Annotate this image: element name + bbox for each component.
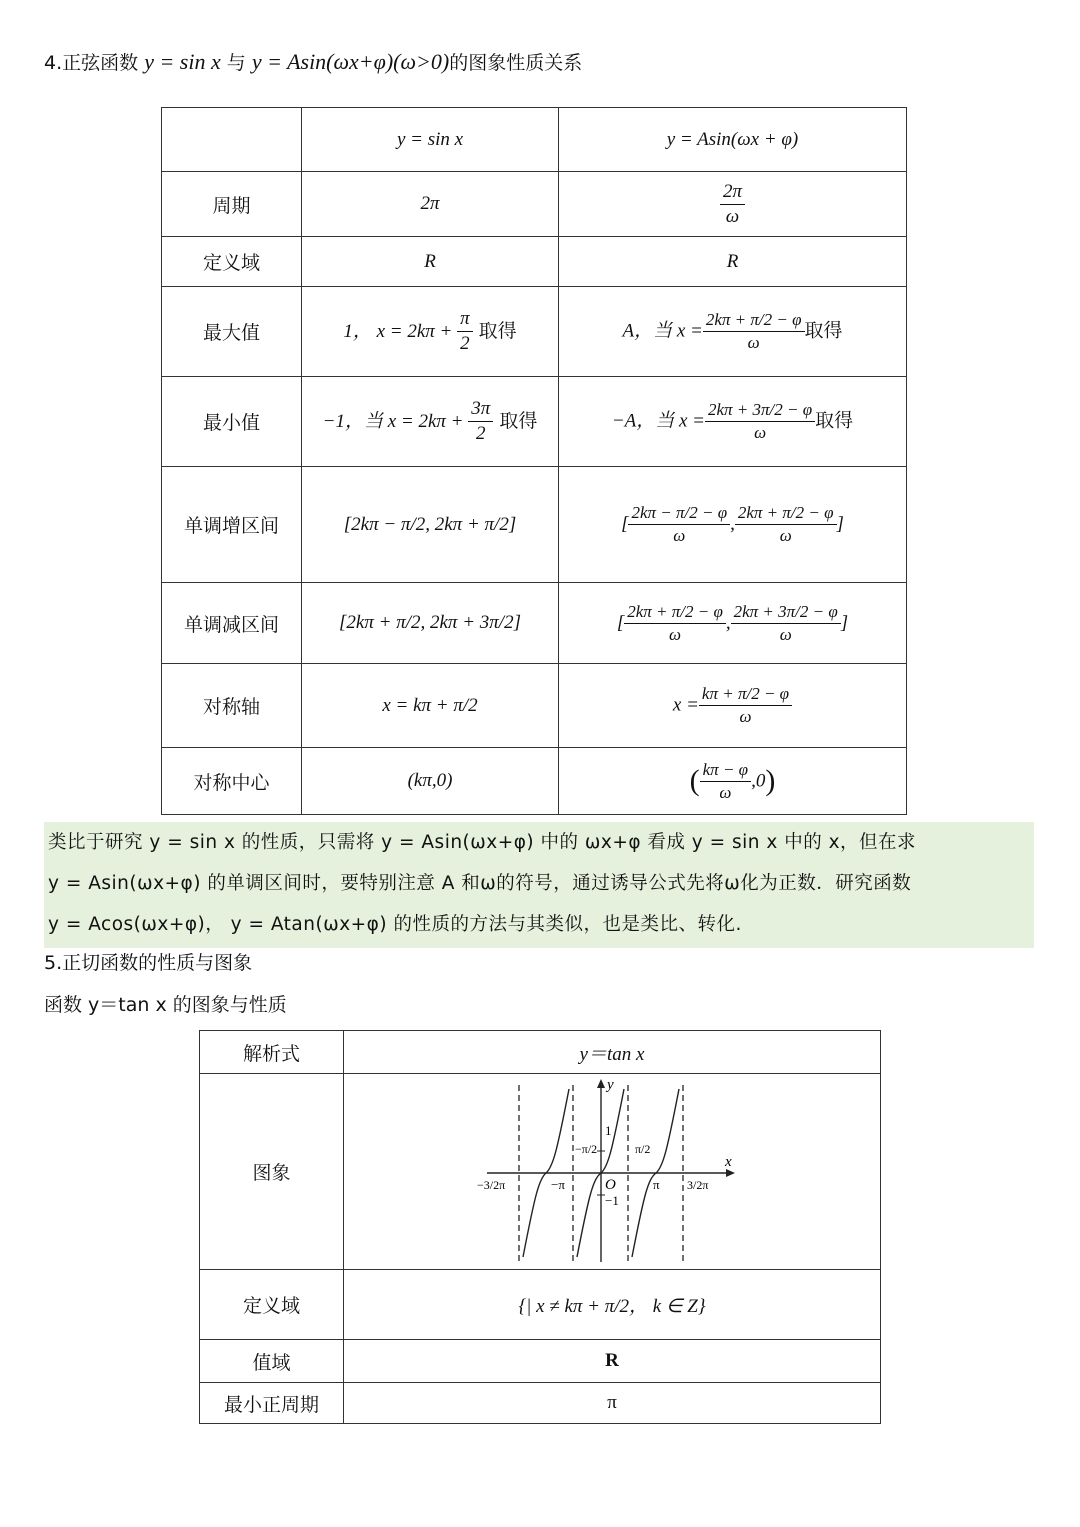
tick-label: π [653, 1176, 660, 1192]
axis-label-x: x [725, 1153, 732, 1170]
col-header-sin: y = sin x [302, 108, 559, 172]
section5-heading: 5.正切函数的性质与图象 [44, 952, 253, 974]
table-row: 单调减区间 [2kπ + π/2, 2kπ + 3π/2] [ $\frac{2k\pi + \pi/2 - \varphi}{\omega}$ , $\frac{2k\pi + 3\pi/2 - \varphi}{\omega}$ ] [162, 583, 907, 664]
table-row: 定义域 R R [162, 237, 907, 287]
table-row: 对称轴 x = kπ + π/2 x = $\frac{k\pi + \pi/2 - \varphi}{\omega}$ [162, 664, 907, 748]
table-row: 对称中心 (kπ,0) ( $\frac{k\pi - \varphi}{\omega}$ ,0) [162, 748, 907, 815]
table-row: 解析式 y＝tan x [200, 1031, 881, 1074]
table-row: 值域 R [200, 1340, 881, 1383]
tick-label: 3/2π [687, 1177, 709, 1192]
tick-label: π/2 [635, 1141, 651, 1156]
tick-label: −3/2π [477, 1177, 506, 1192]
analogy-note: 类比于研究 y = sin x 的性质，只需将 y = Asin(ωx+φ) 中的 ωx+φ 看成 y = sin x 中的 x，但在求 y = Asin(ωx+φ) 的单调区间时，要特别注意 A 和ω的符号，通过诱导公式先将ω化为正数．研究函数 y = Acos(ωx+φ)， y = Atan(ωx+φ) 的性质的方法与其类似，也是类比、转化. [44, 822, 1034, 948]
table-row [162, 108, 907, 172]
tick-label: −1 [605, 1192, 619, 1208]
tan-graph [477, 1077, 747, 1267]
section4-heading: 4.正弦函数 y = sin x 与 y = Asin(ωx+φ)(ω>0)的图象性质关系 [44, 49, 583, 74]
y-axis-arrow [597, 1079, 605, 1088]
origin-label: O [605, 1176, 616, 1193]
table-row: 单调增区间 [2kπ − π/2, 2kπ + π/2] [ $\frac{2k\pi - \pi/2 - \varphi}{\omega}$ , $\frac{2k\pi + \pi/2 - \varphi}{\omega}$ ] [162, 467, 907, 583]
table-row: 周期 2π $\frac{2\pi}{\omega}$ [162, 172, 907, 237]
table-row: 定义域 {| x ≠ kπ + π/2， k ∈ Z} [200, 1270, 881, 1340]
tick-label: −π [551, 1176, 565, 1192]
tick-label: 1 [605, 1122, 612, 1138]
tan-properties-table [199, 1030, 881, 1424]
table-row: 最小正周期 π [200, 1383, 881, 1424]
axis-label-y: y [607, 1076, 614, 1093]
col-header-asin: y = Asin(ωx + φ) [559, 108, 907, 172]
table-row: 最小值 −1，当 x = 2kπ + $\frac{3\pi}{2}$ 取得 −A，当 x = $\frac{2k\pi + 3\pi/2 - \varphi}{\omega}$ 取得 [162, 377, 907, 467]
x-axis-arrow [726, 1169, 735, 1177]
section5-subheading: 函数 y＝tan x 的图象与性质 [44, 994, 287, 1016]
table-row: 最大值 1， x = 2kπ + $\frac{\pi}{2}$ 取得 A，当 x = $\frac{2k\pi + \pi/2 - \varphi}{\omega}$ 取得 [162, 287, 907, 377]
sine-comparison-table [161, 107, 907, 815]
table-row: 图象 x y O 1 −1 −π/2 π/2 −π π −3/2π 3/2π [200, 1074, 881, 1270]
tick-label: −π/2 [575, 1141, 598, 1156]
